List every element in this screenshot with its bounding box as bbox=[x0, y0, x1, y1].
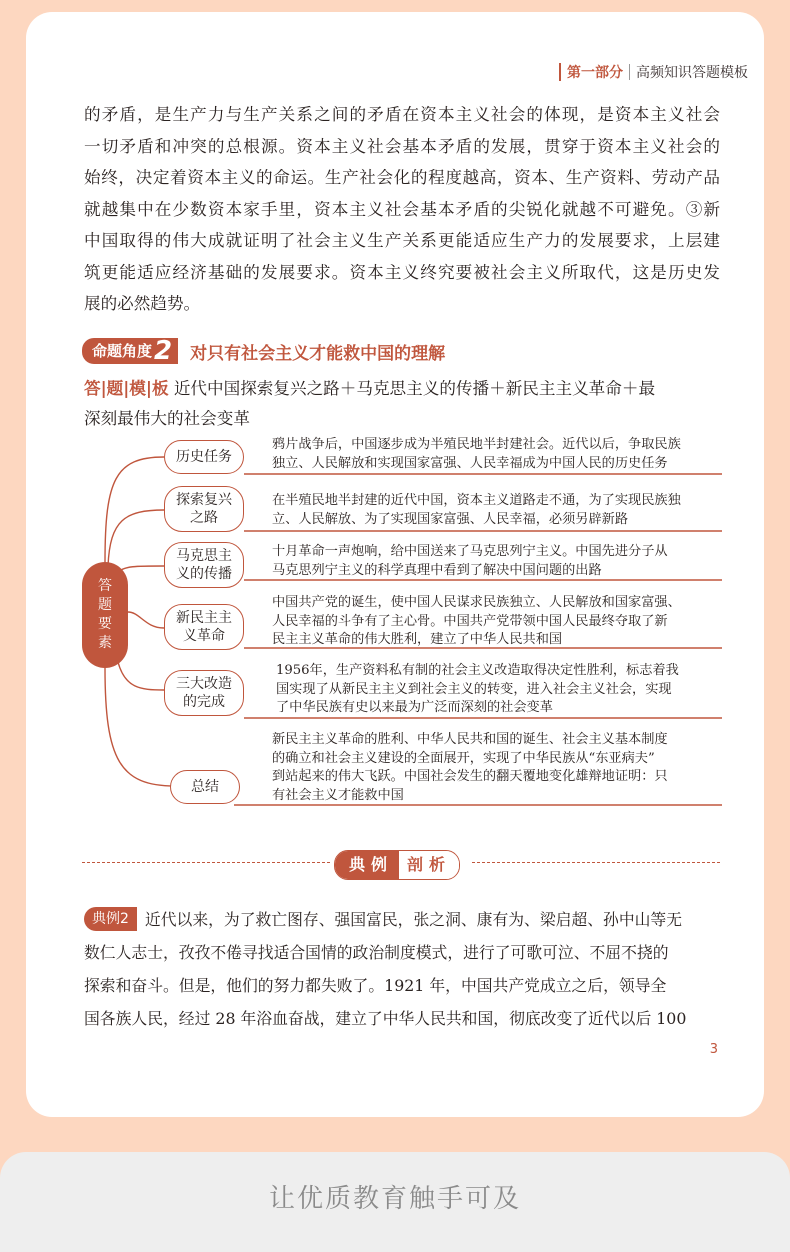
divider-dash-left bbox=[82, 862, 330, 863]
example-paragraph bbox=[84, 903, 722, 1035]
leaf-line: 新民主主义革命的胜利、中华人民共和国的诞生、社会主义基本制度 bbox=[272, 732, 668, 747]
mindmap-node: 总结 bbox=[170, 770, 240, 804]
leaf-line: 1956年，生产资料私有制的社会主义改造取得决定性胜利，标志着我 bbox=[276, 663, 679, 678]
topic-badge bbox=[82, 338, 178, 364]
divider-dash-right bbox=[472, 862, 720, 863]
example-badge: 典例2 bbox=[84, 907, 137, 931]
template-line-1: 近代中国探索复兴之路＋马克思主义的传播＋新民主主义革命＋最 bbox=[173, 379, 656, 398]
leaf-line: 了中华民族有史以来最为广泛而深刻的社会变革 bbox=[276, 700, 553, 715]
example-line: 数仁人志士，孜孜不倦寻找适合国情的政治制度模式，进行了可歌可泣、不屈不挠的 bbox=[84, 943, 669, 962]
example-line: 探索和奋斗。但是，他们的努力都失败了。1921 年，中国共产党成立之后，领导全 bbox=[84, 976, 667, 995]
mindmap-node: 探索复兴之路 bbox=[164, 486, 244, 532]
leaf-line: 立、人民解放、为了实现国家富强、人民幸福，必须另辟新路 bbox=[272, 511, 629, 527]
intro-line: 始终，决定着资本主义的命运。生产社会化的程度越高，资本、生产资料、劳动产品 bbox=[84, 168, 720, 187]
header-part: 第一部分 bbox=[567, 65, 623, 81]
mindmap-node: 新民主主义革命 bbox=[164, 604, 244, 650]
mindmap-leaf bbox=[272, 436, 722, 473]
mindmap-node: 历史任务 bbox=[164, 440, 244, 474]
intro-line: 一切矛盾和冲突的总根源。资本主义社会基本矛盾的发展，贯穿于资本主义社会的 bbox=[84, 136, 720, 156]
leaf-line: 到站起来的伟大飞跃。中国社会发生的翻天覆地变化雄辩地证明：只 bbox=[272, 769, 668, 784]
mindmap-leaf bbox=[272, 543, 722, 580]
intro-paragraph bbox=[84, 99, 720, 320]
leaf-line: 有社会主义才能救中国 bbox=[272, 787, 404, 803]
topic-number: 2 bbox=[154, 336, 173, 366]
header-accent-bar bbox=[559, 63, 561, 81]
intro-line: 中国取得的伟大成就证明了社会主义生产关系更能适应生产力的发展要求，上层建 bbox=[84, 231, 720, 250]
mindmap-leaf bbox=[272, 492, 722, 529]
header-title: 高频知识答题模板 bbox=[636, 65, 748, 81]
leaf-line: 独立、人民解放和实现国家富强、人民幸福成为中国人民的历史任务 bbox=[272, 455, 668, 471]
mindmap-leaf bbox=[272, 594, 722, 650]
mindmap-leaf bbox=[276, 662, 726, 718]
leaf-line: 中国共产党的诞生，使中国人民谋求民族独立、人民解放和国家富强、 bbox=[272, 595, 681, 610]
example-line: 近代以来，为了救亡图存、强国富民，张之洞、康有为、梁启超、孙中山等无 bbox=[144, 910, 683, 929]
leaf-line: 国实现了从新民主主义到社会主义的转变，进入社会主义社会，实现 bbox=[276, 681, 672, 697]
running-header bbox=[553, 62, 748, 82]
intro-line: 的矛盾，是生产力与生产关系之间的矛盾在资本主义社会的体现，是资本主义社会 bbox=[84, 105, 720, 124]
mindmap-root bbox=[82, 562, 128, 668]
intro-line: 展的必然趋势。 bbox=[84, 294, 201, 313]
analysis-label bbox=[334, 850, 460, 880]
leaf-line: 的确立和社会主义建设的全面展开，实现了中华民族从“东亚病夫” bbox=[272, 750, 655, 766]
leaf-line: 十月革命一声炮响，给中国送来了马克思列宁主义。中国先进分子从 bbox=[272, 544, 668, 559]
footer-slogan: 让优质教育触手可及 bbox=[268, 1184, 521, 1214]
analysis-label-part1: 典例 bbox=[335, 851, 399, 879]
leaf-line: 马克思列宁主义的科学真理中看到了解决中国问题的出路 bbox=[272, 562, 602, 578]
topic-title: 对只有社会主义才能救中国的理解 bbox=[190, 343, 446, 364]
template-line-2: 深刻最伟大的社会变革 bbox=[84, 409, 250, 428]
topic-badge-label: 命题角度 bbox=[92, 342, 153, 360]
footer-bar bbox=[0, 1152, 790, 1252]
analysis-label-part2: 剖析 bbox=[399, 851, 459, 879]
page-number: 3 bbox=[709, 1042, 718, 1057]
intro-line: 就越集中在少数资本家手里，资本主义社会基本矛盾的尖锐化就越不可避免。③新 bbox=[84, 199, 720, 219]
mindmap-leaf bbox=[272, 731, 722, 805]
intro-line: 筑更能适应经济基础的发展要求。资本主义终究要被社会主义所取代，这是历史发 bbox=[84, 262, 720, 282]
topic-heading bbox=[82, 338, 445, 364]
example-line: 国各族人民，经过 28 年浴血奋战，建立了中华人民共和国，彻底改变了近代以后 100 bbox=[84, 1009, 687, 1028]
template-tag: 答|题|模|板 bbox=[84, 379, 169, 398]
mindmap-node: 三大改造的完成 bbox=[164, 670, 244, 716]
leaf-line: 在半殖民地半封建的近代中国，资本主义道路走不通，为了实现民族独 bbox=[272, 493, 681, 508]
leaf-line: 鸦片战争后，中国逐步成为半殖民地半封建社会。近代以后，争取民族 bbox=[272, 437, 681, 452]
answer-template bbox=[84, 374, 724, 434]
mindmap-root-label: 答题要素 bbox=[98, 578, 112, 651]
leaf-line: 民主主义革命的伟大胜利，建立了中华人民共和国 bbox=[272, 632, 563, 647]
leaf-line: 人民幸福的斗争有了主心骨。中国共产党带领中国人民最终夺取了新 bbox=[272, 613, 668, 629]
header-separator bbox=[629, 64, 630, 80]
mindmap-node: 马克思主义的传播 bbox=[164, 542, 244, 588]
